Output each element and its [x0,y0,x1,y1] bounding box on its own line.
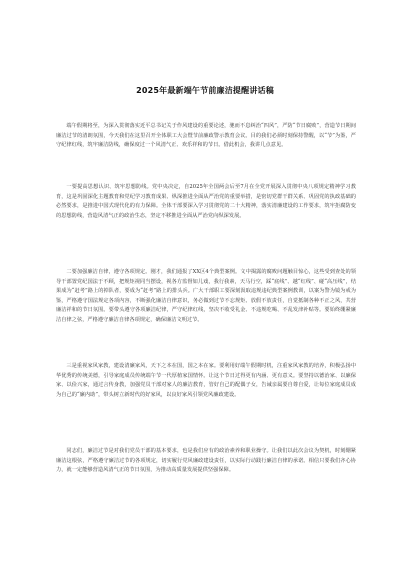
paragraph-intro: 端午假期将至，为深入贯彻落实近平总书记关于作风建设的重要论述，驰而不息纠治“四风”，严防“节日腐败”，营造节日期间廉洁过节的清朗氛围，今天我们在这里召开全体职工大会暨节前廉政警示教育会议。目的我们必须时刻保持警醒，以“节”为鉴，严守纪律红线，筑牢廉洁防线，确保度过一个风清气正、欢乐祥和的节日。借此机会，我讲几点意见。 [56,123,356,149]
document-title: 2025年最新端午节前廉洁提醒讲话稿 [136,86,274,95]
paragraph-self-discipline: 二要加强廉洁自律，遵守各项规定。刚才，我们通报了XX区4个典型案例。文中揭露的腐败问题触目惊心，这些受到查处的领导干部置党纪国法于不顾，把规矩视同当摆设，视各方监督如儿戏，我行我素，天马行空，踩“底线”、越“红线”、碰“高压线”，结果成为“赶考”路上的掉队者，要成为“赶考”路上的排头兵。广大干部职工要深刻汲取违规违纪典型案例教训，以案为警为镜为戒为鉴，严格遵守国法规定各项内容，不断强化廉洁自律意识，务必做到过节不忘规矩、放假不放责任，自觉抵制各种不正之风，共营廉洁祥和的节日氛围。要带头遵守各项廉洁纪律，严守纪律红线，坚决不收受礼金、不违规吃喝、不乱发津补贴等。要始终绷紧廉洁自律之弦，严格遵守廉洁自律各项规定，确保廉洁文明过节。 [56,269,356,323]
paragraph-closing: 同志们，廉洁过节是对我们党员干部的基本要求，也是我们应有的政治素养和职业操守。让我们以此次会议为契机，时刻绷紧廉洁这根弦，严格遵守廉洁过节的各项规定，切实履行党风廉政建设责任，以实际行动践行廉洁自律的承诺。相信只要我们齐心协力，就一定能够营造风清气正的节日氛围，为推动高质量发展提供坚强保障。 [56,448,356,474]
paragraph-ideology: 一要提高思想认识、筑牢思想防线。党中央决定，自2025年全国两会后至7月在全党开展深入贯彻中央八项规定精神学习教育，这是巩固深化主题教育和党纪学习教育成果、纵深推进全面从严治党的重要举措，是密切党群干群关系、巩固党的执政基础的必然要求，是推进中国式现代化的有力保障。全体干部要深入学习贯彻党的二十大精神，落实清廉建设的工作要求，筑牢拒腐防变的思想防线，营造风清气正的政治生态，坚定不移推进全面从严治党向纵深发展。 [56,184,356,219]
paragraph-family-style: 三是重视家风家教，建设清廉家风，天下之本在国，国之本在家。要利用好端午假期时机，注重家风家教的培养，积极弘扬中华优秀的传统美德，引导家庭成员传统端午节一代厚植家国情怀。让这个节日过得更有内涵、更有意义。要坚持以德治家、以廉保家、以俭兴家，通过言传身教，加强党员干部对家人的廉洁教育，管好自己的配偶子女，告诫亲属要自尊自爱，让每位家庭成员成为自己的“廉内助”，带头树立新时代的好家风，以良好家风引领党风廉政建设。 [56,363,356,398]
